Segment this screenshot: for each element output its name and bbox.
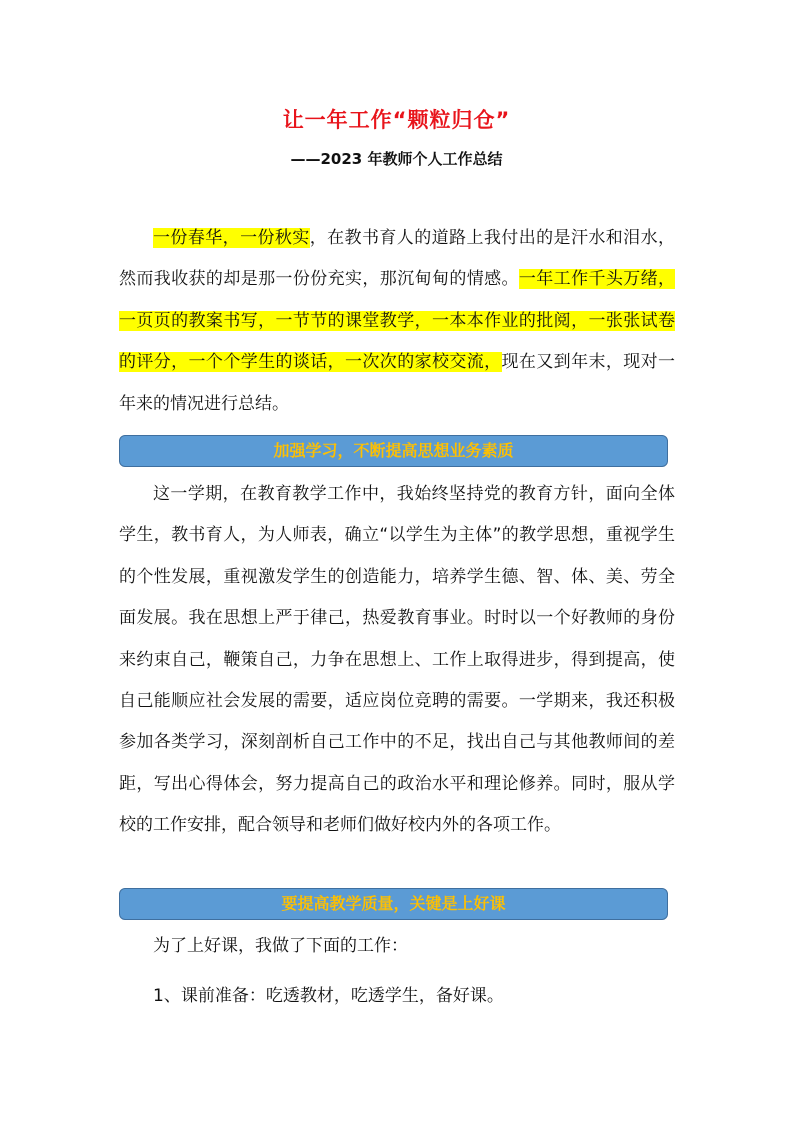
intro-text-1: ，在教书育人的道路上我付出的是汗水和泪水，然而我收获的却是那一份份充实，那沉甸甸的情感。 <box>119 228 676 290</box>
teaching-item-1: 1、课前准备：吃透教材，吃透学生，备好课。 <box>153 986 504 1006</box>
highlight-work-list: 一年工作千头万绪，一页页的教案书写，一节节的课堂教学，一本本作业的批阅，一张张试卷的评分，一个个学生的谈话，一次次的家校交流， <box>119 269 676 373</box>
section-heading-teaching-quality: 要提高教学质量，关键是上好课 <box>119 888 668 920</box>
intro-paragraph <box>119 218 675 425</box>
document-title: 让一年工作“颗粒归仓” <box>282 108 511 132</box>
section-heading-learning: 加强学习，不断提高思想业务素质 <box>119 435 668 467</box>
highlight-spring-autumn: 一份春华，一份秋实 <box>153 228 310 248</box>
intro-text-2: 现在又到年末，现对一年来的情况进行总结。 <box>119 352 675 414</box>
teaching-intro-line: 为了上好课，我做了下面的工作： <box>153 936 408 956</box>
section-learning-body: 这一学期，在教育教学工作中，我始终坚持党的教育方针，面向全体学生，教书育人，为人师表，确立“以学生为主体”的教学思想，重视学生的个性发展，重视激发学生的创造能力，培养学生德、智、体、美、劳全面发展。我在思想上严于律己，热爱教育事业。时时以一个好教师的身份来约束自己，鞭策自己，力争在思想上、工作上取得进步，得到提高，使自己能顺应社会发展的需要，适应岗位竞聘的需要。一学期来，我还积极参加各类学习，深刻剖析自己工作中的不足，找出自己与其他教师间的差距，写出心得体会，努力提高自己的政治水平和理论修养。同时，服从学校的工作安排，配合领导和老师们做好校内外的各项工作。 <box>119 484 675 836</box>
document-subtitle: ——2023 年教师个人工作总结 <box>290 150 503 168</box>
